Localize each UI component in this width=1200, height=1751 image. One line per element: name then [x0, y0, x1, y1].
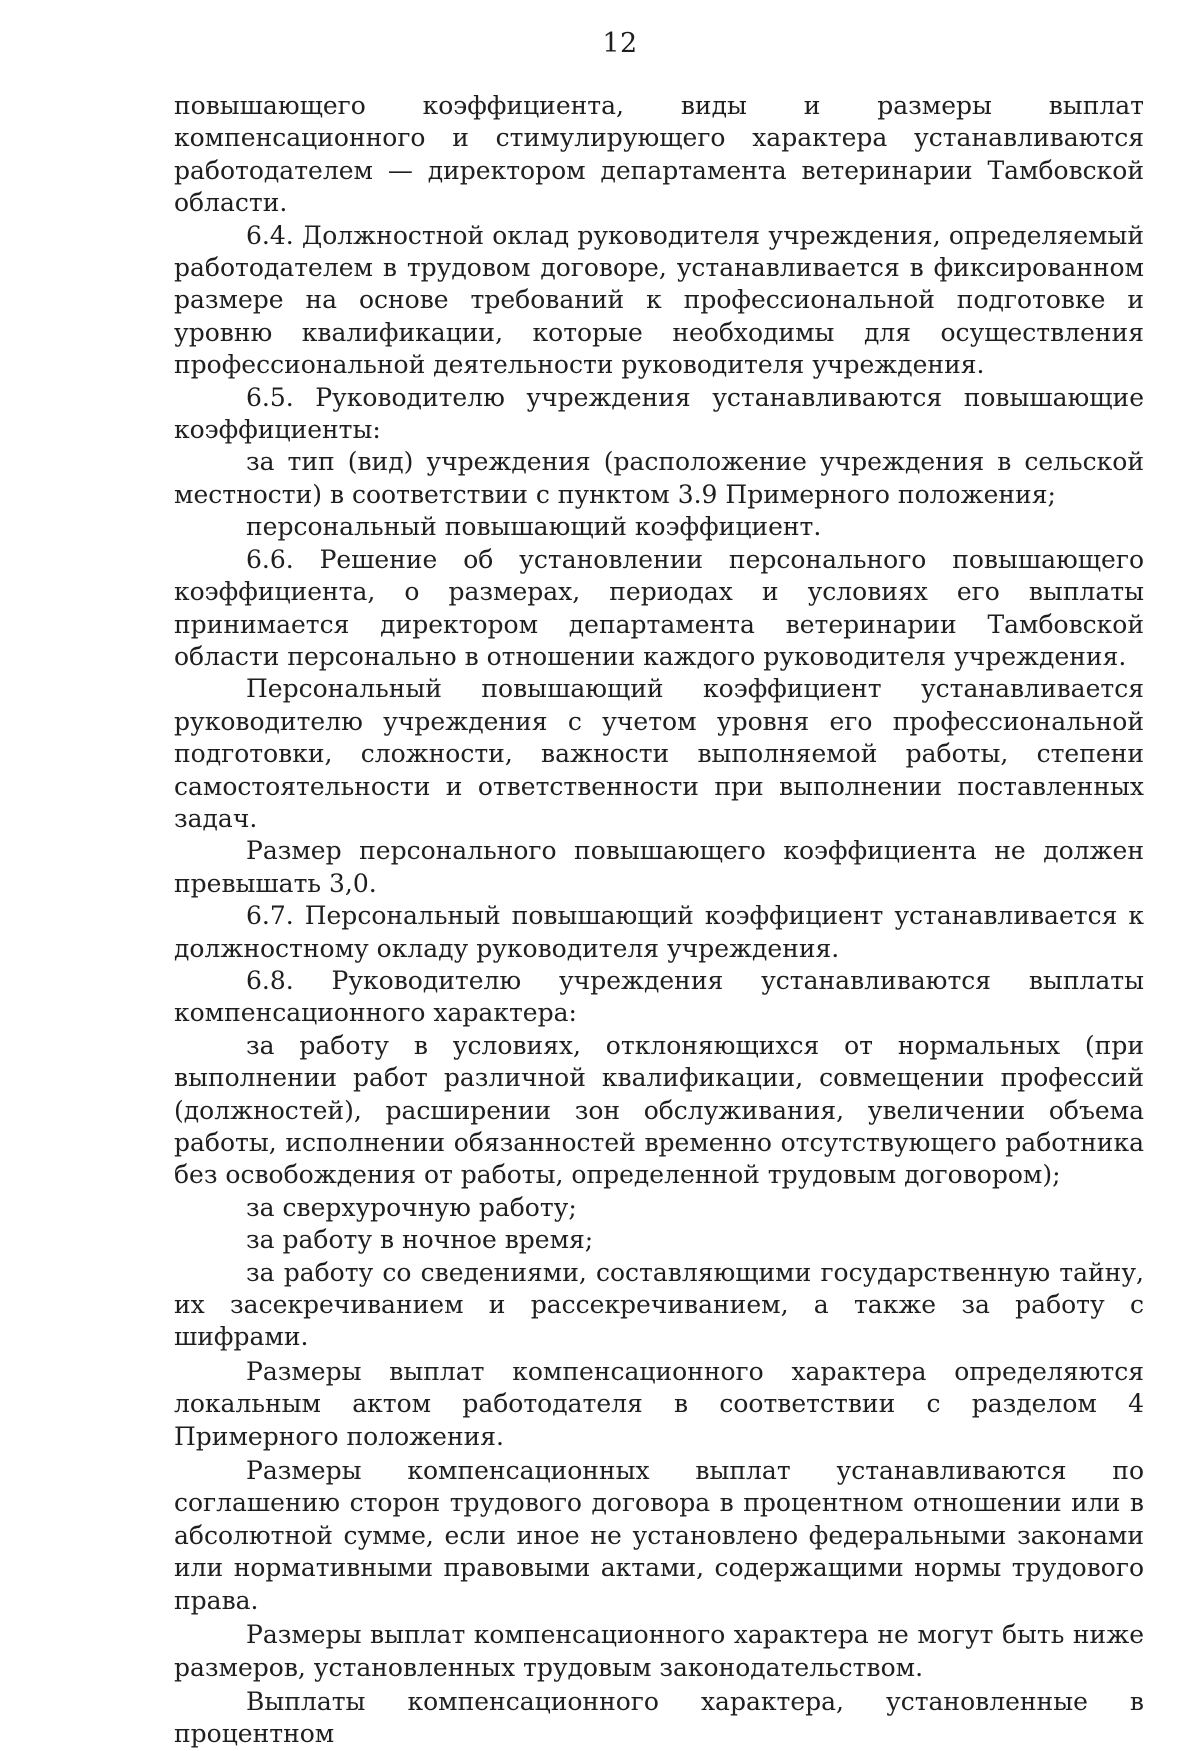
list-item: персональный повышающий коэффициент.: [246, 512, 822, 542]
paragraph-6-7: 6.7. Персональный повышающий коэффициент устанавливается к должностному окладу руководителя учреждения.: [174, 901, 1144, 963]
paragraph: Размеры компенсационных выплат устанавливаются по соглашению сторон трудового договора в процентном отношении или в абсолютной сумме, если иное не установлено федеральными законами или нормативными правовыми актами, содержащими нормы трудового права.: [174, 1456, 1144, 1615]
paragraph: Персональный повышающий коэффициент устанавливается руководителю учреждения с учетом уровня его профессиональной подготовки, сложности, важности выполняемой работы, степени самостоятельности и ответственности при выполнении поставленных задач.: [174, 674, 1144, 833]
list-item: за сверхурочную работу;: [246, 1192, 577, 1222]
page-number: 12: [602, 28, 638, 59]
paragraph: повышающего коэффициента, виды и размеры выплат компенсационного и стимулирующего характера устанавливаются работодателем — директором департамента ветеринарии Тамбовской области.: [174, 91, 1144, 218]
paragraph: Размеры выплат компенсационного характера не могут быть ниже размеров, установленных трудовым законодательством.: [174, 1620, 1144, 1682]
paragraph-6-5: 6.5. Руководителю учреждения устанавливаются повышающие коэффициенты:: [174, 382, 1144, 445]
document-body: [174, 90, 1144, 1751]
paragraph-6-4: 6.4. Должностной оклад руководителя учреждения, определяемый работодателем в трудовом договоре, устанавливается в фиксированном размере на основе требований к профессиональной подготовке и уровню квалификации, которые необходимы для осуществления профессиональной деятельности руководителя учреждения.: [174, 220, 1144, 380]
paragraph: Выплаты компенсационного характера, установленные в процентном: [174, 1686, 1144, 1749]
list-item: за тип (вид) учреждения (расположение учреждения в сельской местности) в соответствии с пунктом 3.9 Примерного положения;: [174, 447, 1144, 509]
paragraph-6-6: 6.6. Решение об установлении персонального повышающего коэффициента, о размерах, периодах и условиях его выплаты принимается директором департамента ветеринарии Тамбовской области персонально в отношении каждого руководителя учреждения.: [174, 544, 1144, 671]
paragraph: Размеры выплат компенсационного характера определяются локальным актом работодателя в соответствии с разделом 4 Примерного положения.: [174, 1356, 1144, 1451]
list-item: за работу со сведениями, составляющими государственную тайну, их засекречиванием и рассекречиванием, а также за работу с шифрами.: [174, 1257, 1144, 1352]
paragraph-6-8: 6.8. Руководителю учреждения устанавливаются выплаты компенсационного характера:: [174, 965, 1144, 1028]
list-item: за работу в условиях, отклоняющихся от нормальных (при выполнении работ различной квалификации, совмещении профессий (должностей), расширении зон обслуживания, увеличении объема работы, исполнении обязанностей временно отсутствующего работника без освобождения от работы, определенной трудовым договором);: [174, 1030, 1144, 1190]
paragraph: Размер персонального повышающего коэффициента не должен превышать 3,0.: [174, 836, 1144, 898]
list-item: за работу в ночное время;: [246, 1225, 594, 1255]
